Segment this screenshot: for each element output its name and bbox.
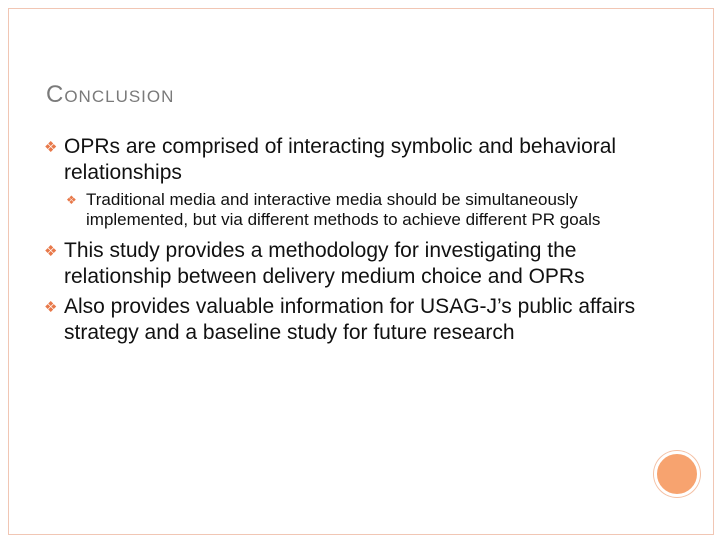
diamond-bullet-icon: ❖	[66, 193, 77, 207]
bullet-item	[44, 134, 644, 186]
sub-bullet-item	[44, 190, 644, 230]
slide-title: Conclusion	[46, 81, 175, 108]
bullet-text: OPRs are comprised of interacting symbolic and behavioral relationships	[64, 135, 617, 184]
diamond-bullet-icon: ❖	[44, 299, 58, 316]
bullet-text: Also provides valuable information for USAG-J’s public affairs strategy and a baseline study for future research	[64, 295, 636, 344]
diamond-bullet-icon: ❖	[44, 139, 58, 156]
diamond-bullet-icon: ❖	[44, 243, 58, 260]
decorative-circle	[654, 451, 700, 497]
bullet-item	[44, 238, 644, 290]
bullet-item	[44, 294, 644, 346]
sub-bullet-text: Traditional media and interactive media should be simultaneously implemented, but via different methods to achieve different PR goals	[86, 190, 601, 229]
bullet-list	[44, 134, 644, 350]
bullet-text: This study provides a methodology for investigating the relationship between delivery medium choice and OPRs	[64, 239, 585, 288]
